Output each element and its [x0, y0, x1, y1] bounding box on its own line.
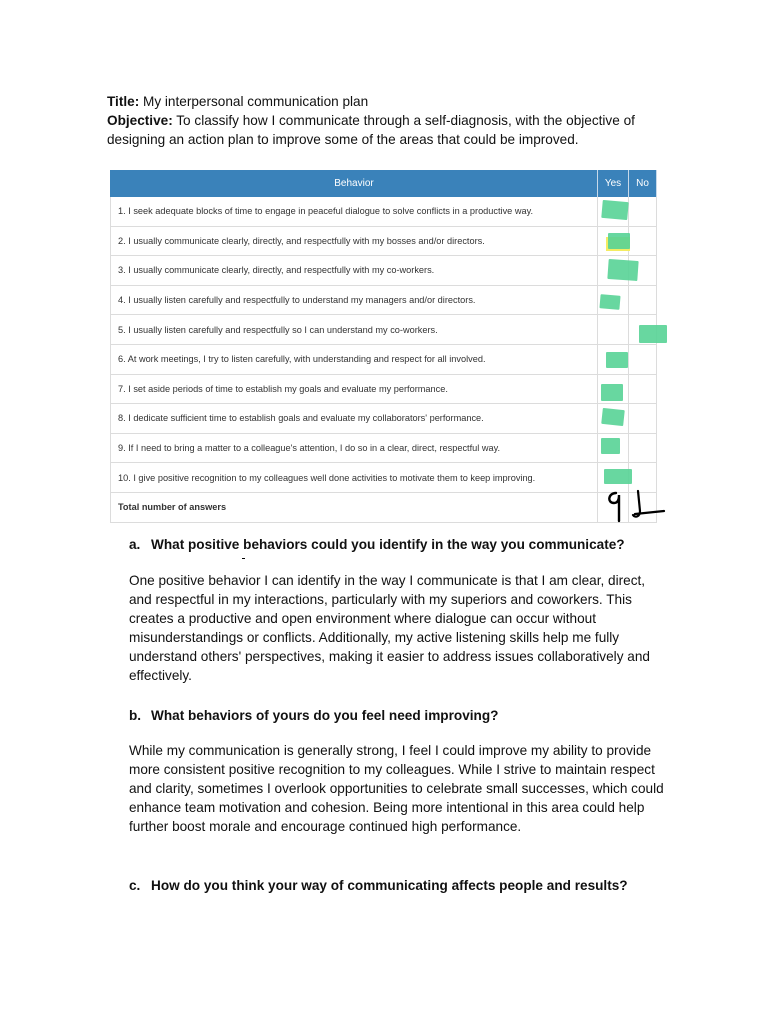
table-row — [111, 463, 657, 493]
no-cell[interactable] — [629, 433, 657, 463]
question-letter: b. — [129, 708, 142, 723]
handwritten-totals — [602, 487, 672, 523]
answer-highlight-mark — [601, 438, 620, 454]
title-value: My interpersonal communication plan — [139, 94, 369, 109]
behavior-cell: 7. I set aside periods of time to establish my goals and evaluate my performance. — [111, 374, 598, 404]
answer-highlight-mark — [608, 233, 630, 249]
yes-cell[interactable] — [598, 285, 629, 315]
answer-highlight-mark — [606, 352, 628, 368]
answer-highlight-mark — [601, 384, 623, 401]
no-cell[interactable] — [629, 197, 657, 226]
table-row — [111, 404, 657, 434]
yes-cell[interactable] — [598, 344, 629, 374]
table-header-row — [111, 170, 657, 197]
question-letter: c. — [129, 878, 141, 893]
question-text: How do you think your way of communicating affects people and results? — [151, 878, 628, 893]
question-text: What positive behaviors could you identify in the way you communicate? — [151, 537, 625, 552]
no-cell[interactable] — [629, 226, 657, 256]
no-cell[interactable] — [629, 404, 657, 434]
question-b — [129, 708, 669, 723]
title-label: Title: — [107, 94, 140, 109]
question-text: What behaviors of yours do you feel need improving? — [151, 708, 499, 723]
behavior-cell: 4. I usually listen carefully and respectfully to understand my managers and/or directors. — [111, 285, 598, 315]
answer-a: One positive behavior I can identify in the way I communicate is that I am clear, direct, and respectful in my interactions, particularly with my superiors and coworkers. This creates a productive and open environment where dialogue can occur without misunderstandings or conflicts. Additionally, my active listening skills help me fully understand others' perspectives, making it easier to address issues collaboratively and effectively. — [129, 573, 650, 683]
answer-b: While my communication is generally strong, I feel I could improve my ability to provide more consistent positive recognition to my colleagues. While I strive to maintain respect and clarity, sometimes I overlook opportunities to celebrate small successes, which could enhance team motivation and cohesion. Being more intentional in this area could help further boost morale and encourage continued high performance. — [129, 743, 664, 834]
answer-highlight-mark — [639, 325, 667, 343]
title-line — [107, 92, 647, 111]
question-c-section — [129, 878, 669, 893]
objective-value: To classify how I communicate through a self-diagnosis, with the objective of designing an action plan to improve some of the areas that could be improved. — [107, 113, 635, 147]
table-row — [111, 344, 657, 374]
yes-column-header: Yes — [598, 170, 629, 197]
behavior-cell: 10. I give positive recognition to my colleagues well done activities to motivate them to keep improving. — [111, 463, 598, 493]
behavior-cell: 2. I usually communicate clearly, directly, and respectfully with my bosses and/or directors. — [111, 226, 598, 256]
question-a-section — [129, 537, 669, 685]
table-row — [111, 256, 657, 286]
objective-label: Objective: — [107, 113, 173, 128]
yes-cell[interactable] — [598, 226, 629, 256]
yes-cell[interactable] — [598, 433, 629, 463]
answer-highlight-mark — [601, 408, 625, 426]
answer-highlight-mark — [599, 294, 620, 310]
table-row — [111, 315, 657, 345]
question-c — [129, 878, 669, 893]
total-label: Total number of answers — [111, 492, 598, 522]
behavior-cell: 5. I usually listen carefully and respectfully so I can understand my co-workers. — [111, 315, 598, 345]
behavior-cell: 6. At work meetings, I try to listen carefully, with understanding and respect for all involved. — [111, 344, 598, 374]
total-row — [111, 492, 657, 522]
question-letter: a. — [129, 537, 141, 552]
handwritten-one — [633, 491, 664, 517]
yes-cell[interactable] — [598, 404, 629, 434]
no-cell[interactable] — [629, 344, 657, 374]
table-row — [111, 433, 657, 463]
behavior-cell: 8. I dedicate sufficient time to establish goals and evaluate my collaborators' performance. — [111, 404, 598, 434]
answer-highlight-mark — [601, 200, 628, 220]
table-row — [111, 197, 657, 226]
no-cell[interactable] — [629, 315, 657, 345]
stray-mark — [242, 558, 245, 559]
behavior-cell: 9. If I need to bring a matter to a colleague's attention, I do so in a clear, direct, respectful way. — [111, 433, 598, 463]
no-column-header: No — [629, 170, 657, 197]
behavior-table — [110, 170, 657, 523]
document-header — [107, 92, 647, 149]
yes-cell[interactable] — [598, 315, 629, 345]
behavior-cell: 3. I usually communicate clearly, directly, and respectfully with my co-workers. — [111, 256, 598, 286]
objective-line — [107, 111, 647, 149]
question-b-section — [129, 708, 669, 836]
yes-cell[interactable] — [598, 374, 629, 404]
table-row — [111, 226, 657, 256]
no-cell[interactable] — [629, 256, 657, 286]
handwritten-nine — [609, 493, 619, 521]
table-row — [111, 374, 657, 404]
no-cell[interactable] — [629, 374, 657, 404]
no-cell[interactable] — [629, 285, 657, 315]
behavior-column-header: Behavior — [111, 170, 598, 197]
table-row — [111, 285, 657, 315]
question-a — [129, 537, 669, 552]
yes-cell[interactable] — [598, 256, 629, 286]
behavior-cell: 1. I seek adequate blocks of time to engage in peaceful dialogue to solve conflicts in a productive way. — [111, 197, 598, 226]
yes-cell[interactable] — [598, 197, 629, 226]
behavior-table-container — [110, 170, 656, 514]
